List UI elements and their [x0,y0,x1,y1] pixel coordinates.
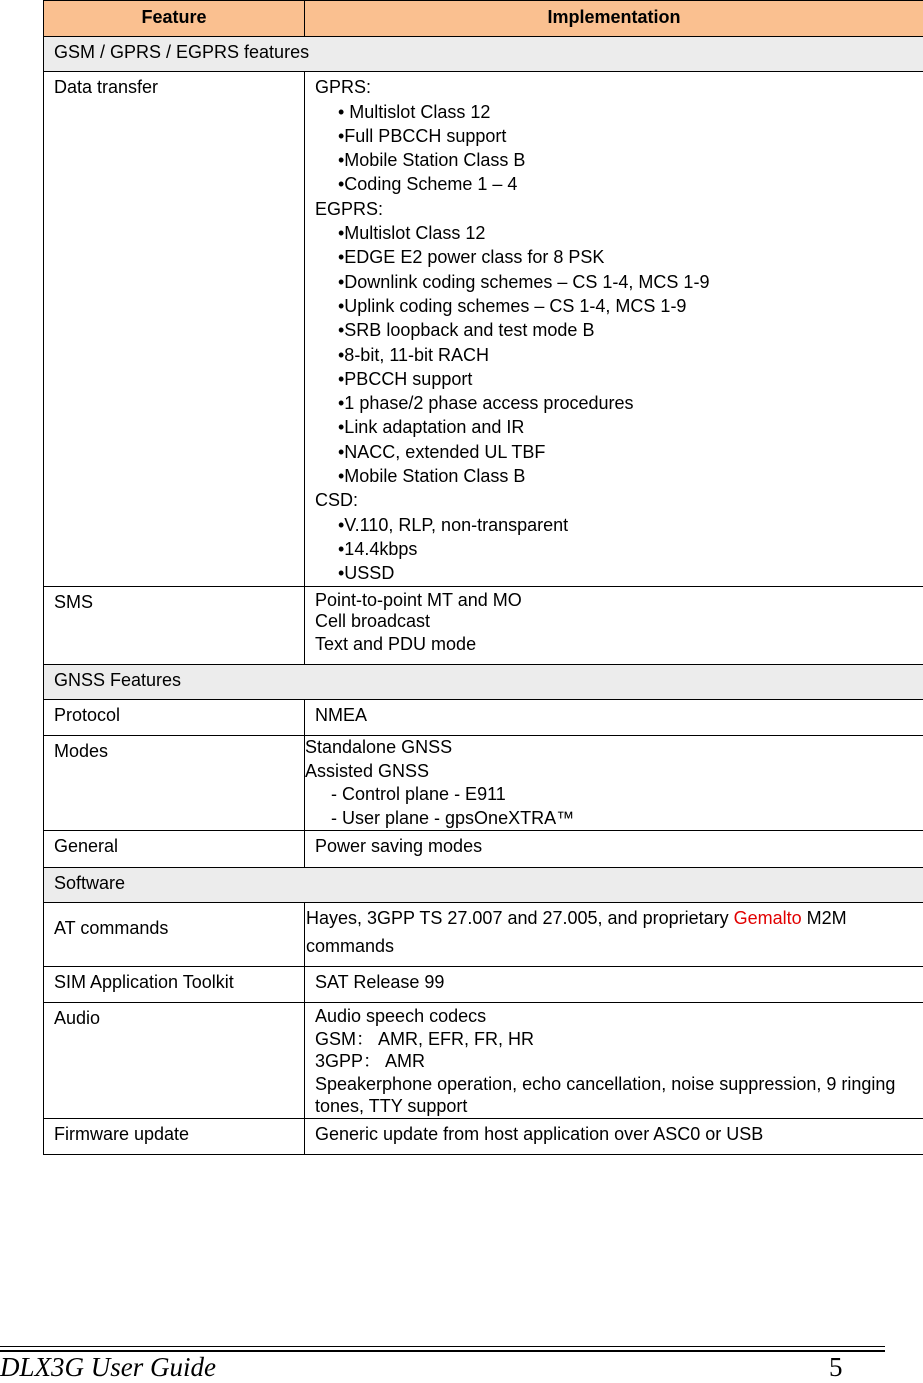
feature-cell: Data transfer [44,72,305,586]
audio-line: 3GPP： AMR [315,1050,915,1073]
list-item: •Mobile Station Class B [315,464,915,488]
feature-cell: General [44,831,305,867]
table-row-general [44,831,923,867]
list-item: •EDGE E2 power class for 8 PSK [315,245,915,269]
egprs-heading: EGPRS: [315,197,915,221]
feature-cell: SIM Application Toolkit [44,967,305,1003]
section-title: GNSS Features [44,664,923,699]
table-row-protocol [44,700,923,736]
list-item: •Mobile Station Class B [315,148,915,172]
list-item: •Uplink coding schemes – CS 1-4, MCS 1-9 [315,294,915,318]
audio-line: Speakerphone operation, echo cancellation, noise suppression, 9 ringing [315,1073,915,1096]
list-item: •Link adaptation and IR [315,415,915,439]
list-item: •V.110, RLP, non-transparent [315,513,915,537]
implementation-cell [305,736,923,831]
table-row-audio [44,1003,923,1119]
table-row-at-commands [44,903,923,967]
implementation-cell [305,586,923,664]
implementation-column-header: Implementation [305,1,923,37]
list-item: •14.4kbps [315,537,915,561]
list-item: •PBCCH support [315,367,915,391]
sms-line: Text and PDU mode [315,632,915,656]
brand-name: Gemalto [734,908,802,928]
sms-line: Cell broadcast [315,610,915,632]
section-row-software [44,867,923,902]
implementation-cell [305,1003,923,1119]
feature-cell: SMS [44,586,305,664]
section-row-gsm [44,37,923,72]
feature-cell: Protocol [44,700,305,736]
list-item: •8-bit, 11-bit RACH [315,343,915,367]
list-item: •Downlink coding schemes – CS 1-4, MCS 1-9 [315,270,915,294]
csd-heading: CSD: [315,488,915,512]
list-item: •1 phase/2 phase access procedures [315,391,915,415]
table-row-sms [44,586,923,664]
feature-cell: Audio [44,1003,305,1119]
list-item: •USSD [315,561,915,585]
implementation-cell: Power saving modes [305,831,923,867]
table-row-sim-toolkit [44,967,923,1003]
list-item: •Coding Scheme 1 – 4 [315,172,915,196]
table-row-modes [44,736,923,831]
modes-line: Assisted GNSS [305,760,915,784]
gprs-heading: GPRS: [315,75,915,99]
section-title: GSM / GPRS / EGPRS features [44,37,923,72]
modes-line: Standalone GNSS [305,736,915,760]
table-header-row [44,1,923,37]
feature-cell: Firmware update [44,1118,305,1154]
section-title: Software [44,867,923,902]
footer-rule [0,1346,885,1347]
list-item: •Full PBCCH support [315,124,915,148]
modes-line: - Control plane - E911 [305,783,915,807]
section-row-gnss [44,664,923,699]
table-row-data-transfer [44,72,923,586]
implementation-cell [305,903,923,967]
feature-table [43,0,923,1155]
modes-line: - User plane - gpsOneXTRA™ [305,807,915,831]
table-row-firmware [44,1118,923,1154]
page-number: 5 [829,1352,843,1383]
feature-column-header: Feature [44,1,305,37]
list-item: • Multislot Class 12 [315,100,915,124]
implementation-cell: Generic update from host application over ASC0 or USB [305,1118,923,1154]
document-title: DLX3G User Guide [0,1352,216,1383]
implementation-cell: SAT Release 99 [305,967,923,1003]
sms-line: Point-to-point MT and MO [315,590,915,610]
list-item: •NACC, extended UL TBF [315,440,915,464]
audio-line: GSM： AMR, EFR, FR, HR [315,1028,915,1051]
audio-line: tones, TTY support [315,1095,915,1118]
implementation-cell: NMEA [305,700,923,736]
at-commands-text-end: M2M commands [306,908,847,956]
implementation-cell [305,72,923,586]
feature-cell: Modes [44,736,305,831]
audio-line: Audio speech codecs [315,1005,915,1028]
list-item: •Multislot Class 12 [315,221,915,245]
list-item: •SRB loopback and test mode B [315,318,915,342]
feature-cell: AT commands [44,903,305,967]
at-commands-text: Hayes, 3GPP TS 27.007 and 27.005, and proprietary [306,908,734,928]
